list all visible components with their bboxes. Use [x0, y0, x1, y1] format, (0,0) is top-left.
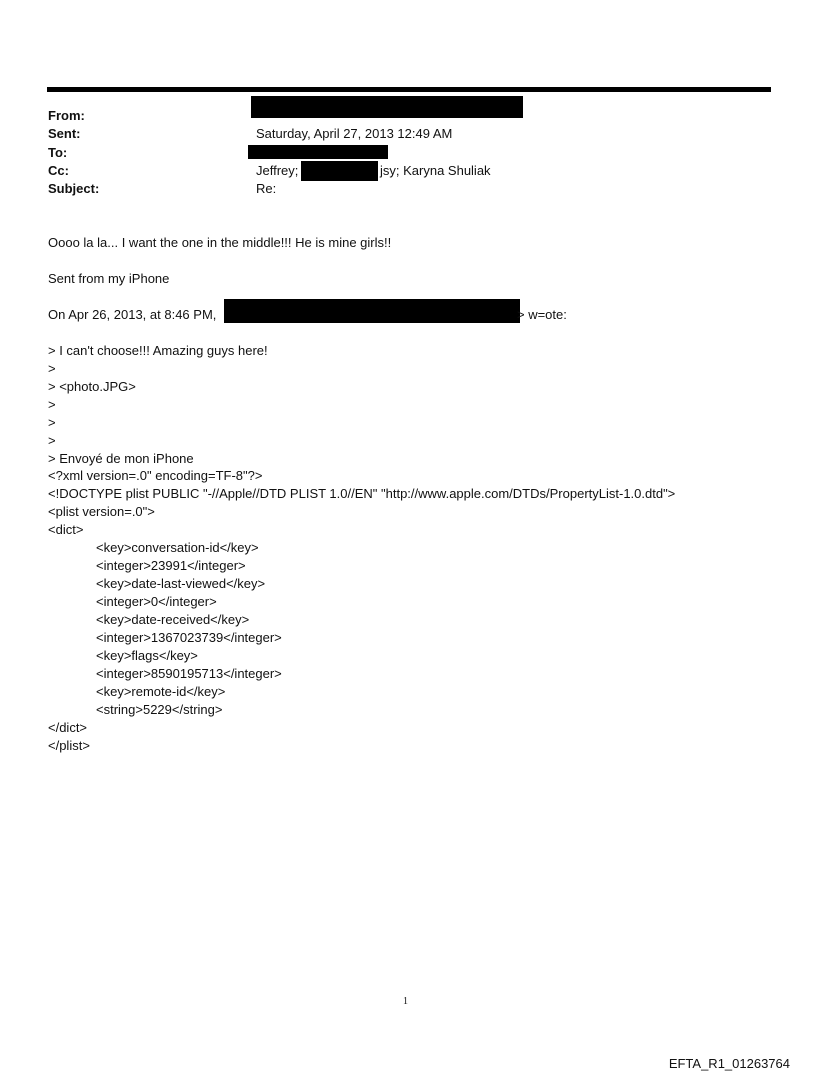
sender-redaction [224, 299, 520, 323]
dict-line: <key>remote-id</key> [96, 684, 226, 699]
page-number: 1 [403, 996, 408, 1007]
quoted-line: > [48, 433, 56, 448]
cc-part1: Jeffrey; [256, 163, 299, 178]
quoted-line: > I can't choose!!! Amazing guys here! [48, 343, 268, 358]
sent-value: Saturday, April 27, 2013 12:49 AM [256, 126, 453, 141]
quoted-line: > <photo.JPG> [48, 379, 136, 394]
dict-line: <key>date-last-viewed</key> [96, 576, 266, 591]
quoted-line: > [48, 361, 56, 376]
xml-line: <dict> [48, 522, 84, 537]
closing-line: </dict> [48, 720, 88, 735]
signature-text: Sent from my iPhone [48, 271, 170, 286]
xml-line: <!DOCTYPE plist PUBLIC "-//Apple//DTD PLIST 1.0//EN" "http://www.apple.com/DTDs/PropertyList-1.0.dtd"> [48, 486, 676, 501]
xml-line: <?xml version=.0" encoding=TF-8"?> [48, 468, 263, 483]
dict-line: <key>conversation-id</key> [96, 540, 259, 555]
dict-line: <key>flags</key> [96, 648, 198, 663]
xml-line: <plist version=.0"> [48, 504, 155, 519]
cc-redaction [301, 161, 378, 181]
dict-line: <integer>8590195713</integer> [96, 666, 282, 681]
sent-label: Sent: [48, 126, 81, 141]
to-redaction [248, 145, 388, 159]
from-label: From: [48, 108, 85, 123]
dict-line: <integer>23991</integer> [96, 558, 246, 573]
subject-value: Re: [256, 181, 277, 196]
from-redaction [251, 96, 523, 118]
to-label: To: [48, 145, 68, 160]
closing-line: </plist> [48, 738, 90, 753]
cc-part2: jsy; Karyna Shuliak [380, 163, 491, 178]
message-text: Oooo la la... I want the one in the middle!!! He is mine girls!! [48, 235, 392, 250]
dict-line: <integer>1367023739</integer> [96, 630, 282, 645]
dict-line: <integer>0</integer> [96, 594, 217, 609]
dict-line: <string>5229</string> [96, 702, 223, 717]
quote-intro-start: On Apr 26, 2013, at 8:46 PM, [48, 307, 217, 322]
quoted-line: > Envoyé de mon iPhone [48, 451, 194, 466]
document-id: EFTA_R1_01263764 [668, 1056, 790, 1071]
subject-label: Subject: [48, 181, 100, 196]
quoted-line: > [48, 397, 56, 412]
dict-line: <key>date-received</key> [96, 612, 250, 627]
cc-label: Cc: [48, 163, 69, 178]
header-rule [47, 87, 771, 92]
quoted-line: > [48, 415, 56, 430]
quote-intro-end: > w=ote: [517, 307, 567, 322]
